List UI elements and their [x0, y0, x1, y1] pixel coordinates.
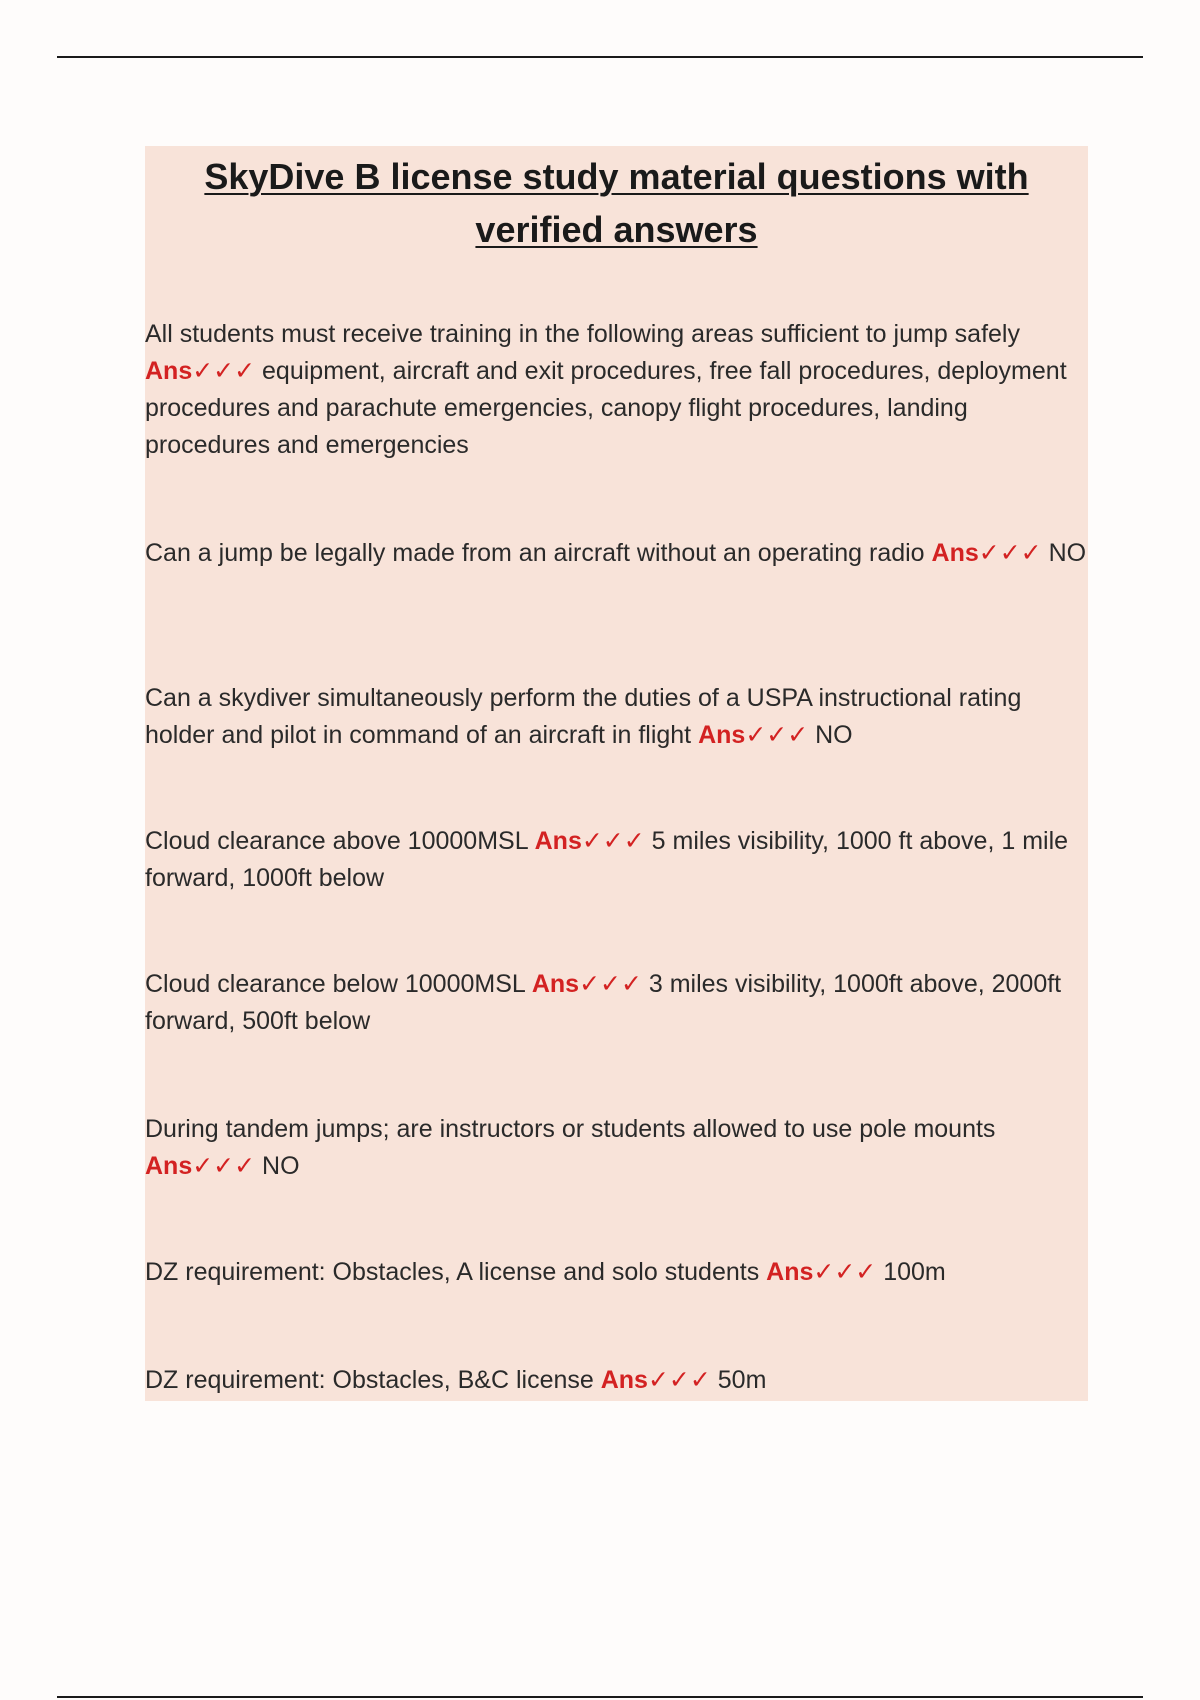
question-text: Can a jump be legally made from an aircraft without an operating radio [145, 539, 925, 567]
answer-marker: Ans [145, 357, 193, 385]
question-text: DZ requirement: Obstacles, B&C license [145, 1366, 594, 1394]
check-marks: ✓✓✓ [745, 721, 809, 749]
qa-item [145, 1362, 1088, 1399]
answer-text: 50m [717, 1366, 767, 1394]
check-marks: ✓✓✓ [813, 1258, 877, 1286]
question-text: DZ requirement: Obstacles, A license and solo students [145, 1258, 760, 1286]
answer-text: equipment, aircraft and exit procedures, free fall procedures, deployment procedures and parachute emergencies, canopy flight procedures, landing procedures and emergencies [145, 357, 1067, 459]
header-rule [57, 56, 1143, 58]
answer-marker: Ans [145, 1152, 193, 1180]
answer-text: NO [815, 721, 853, 749]
answer-marker: Ans [531, 970, 580, 998]
qa-item [145, 680, 1088, 754]
question-text: All students must receive training in the following areas sufficient to jump safely [145, 320, 1020, 348]
answer-text: 100m [883, 1258, 946, 1286]
check-marks: ✓✓✓ [647, 1366, 711, 1394]
question-text: Cloud clearance below 10000MSL [145, 970, 525, 998]
check-marks: ✓✓✓ [192, 1152, 256, 1180]
answer-marker: Ans [600, 1366, 648, 1394]
answer-text: NO [1048, 539, 1087, 567]
check-marks: ✓✓✓ [192, 357, 256, 385]
qa-item [145, 316, 1088, 464]
check-marks: ✓✓✓ [579, 970, 642, 998]
question-text: Can a skydiver simultaneously perform the duties of a USPA instructional rating holder and pilot in command of an aircraft in flight [145, 684, 1022, 749]
qa-item [145, 1111, 1088, 1185]
answer-text: NO [262, 1152, 300, 1180]
answer-marker: Ans [698, 721, 746, 749]
document-title: SkyDive B license study material questions with verified answers [204, 156, 1029, 250]
qa-item [145, 966, 1088, 1040]
answer-marker: Ans [534, 827, 582, 855]
question-text: During tandem jumps; are instructors or students allowed to use pole mounts [145, 1115, 996, 1143]
question-text: Cloud clearance above 10000MSL [145, 827, 528, 855]
qa-item [145, 1254, 1088, 1291]
answer-marker: Ans [766, 1258, 814, 1286]
answer-marker: Ans [931, 539, 979, 567]
qa-item [145, 535, 1088, 572]
check-marks: ✓✓✓ [581, 827, 645, 855]
footer-rule [57, 1696, 1143, 1698]
qa-item [145, 823, 1088, 897]
answer-text: 3 miles visibility, 1000ft above, 2000ft forward, 500ft below [145, 970, 1062, 1035]
check-marks: ✓✓✓ [978, 539, 1042, 567]
content-block [145, 146, 1088, 1401]
answer-text: 5 miles visibility, 1000 ft above, 1 mile forward, 1000ft below [145, 827, 1069, 892]
